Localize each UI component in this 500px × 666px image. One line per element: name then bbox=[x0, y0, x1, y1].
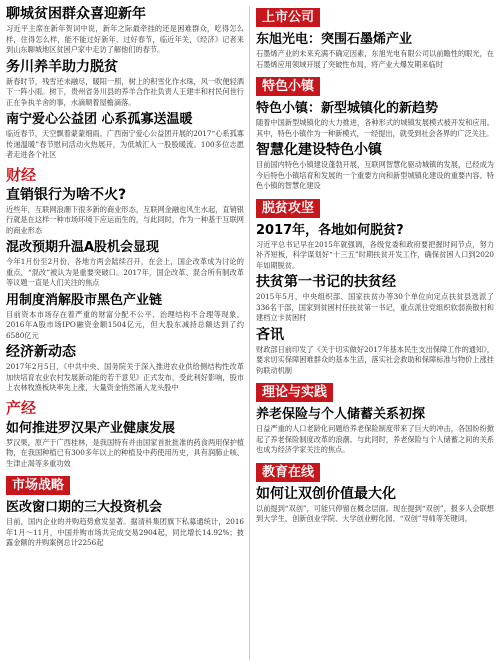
article bbox=[256, 100, 494, 139]
article-summary: 新春时节，残雪还未融尽，暖阳一照，树上的积雪化作水珠，风一吹便轻洒下一阵小雨。树下，贵州省务川县的养羊合作社负责人王建丰和村民何世行正在争执羊舍的事，水滴顺着屋檐滴落。 bbox=[6, 76, 244, 107]
article bbox=[6, 6, 244, 56]
article bbox=[6, 292, 244, 342]
section-label: 市场战略 bbox=[6, 476, 70, 495]
section-label: 理论与实践 bbox=[256, 383, 333, 402]
section-label: 财经 bbox=[6, 165, 37, 184]
article-summary: 习近平主席在新年贺词中说，新年之际最牵挂的还是困难群众，吃得怎么样，住得怎么样，能不能过好新年、过好春节，临近年关，《经济》记者来到山东聊城地区贫困户家中走访了解他们的春节。 bbox=[6, 24, 244, 54]
section-label: 上市公司 bbox=[256, 8, 320, 27]
article-headline[interactable]: 如何推进罗汉果产业健康发展 bbox=[6, 420, 176, 436]
article-headline[interactable]: 特色小镇：新型城镇化的新趋势 bbox=[256, 101, 439, 116]
left-column bbox=[6, 4, 244, 552]
article-headline[interactable]: 务川养羊助力脱贫 bbox=[6, 58, 118, 75]
article-summary: 目前资本市场存在着严重的财富分配不公平、治理结构不合理等现象。2016年A股市场IPO融资金额1504亿元，但大股东减持总额达到了约6580亿元 bbox=[6, 309, 244, 340]
article bbox=[256, 486, 494, 525]
article-summary: 习近平总书记早在2015年就强调，各级党委和政府要把握时间节点，努力补齐短板，科学谋划好“十三五”时期扶贫开发工作，确保贫困人口到2020年如期脱贫。 bbox=[256, 239, 494, 270]
article-headline[interactable]: 如何让双创价值最大化 bbox=[256, 485, 396, 502]
right-column bbox=[256, 4, 494, 528]
section-label: 脱贫攻坚 bbox=[256, 199, 320, 218]
article-summary: 以前提到“双创”，可能只停留在概念层面。现在提到“双创”，报多人会联想到大学生、创新创业学院、大学创业孵化园、“双创”导师等关键词。 bbox=[256, 503, 494, 523]
article bbox=[256, 222, 494, 272]
article-summary: 石墨烯产业的未来充满不确定因素，东旭光电有限公司以前瞻性的眼光，在石墨烯应用领域开展了突破性布局，将产业大爆发期来临时 bbox=[256, 49, 494, 69]
article bbox=[6, 59, 244, 109]
article-summary: 临近春节，天空飘着蒙蒙细雨。广西南宁爱心公益团开展的2017“心系孤寡 传递温暖”春节慰问活动火热展开，为低城汇入一股股暖流。100多位志愿者走进各个社区 bbox=[6, 129, 244, 159]
article-summary: 随着中国新型城镇化的大力推进，各种形式的城镇发展模式被开发和应用。其中，特色小镇作为一种新模式，一经提出，就受到社会各界的广泛关注。 bbox=[256, 118, 494, 138]
article bbox=[256, 406, 494, 456]
article bbox=[6, 187, 244, 237]
article-headline[interactable]: 智慧化建设特色小镇 bbox=[256, 142, 382, 158]
article-headline[interactable]: 扶贫第一书记的扶贫经 bbox=[256, 274, 396, 290]
column-divider bbox=[249, 6, 250, 660]
article-headline[interactable]: 直销银行为啥不火? bbox=[6, 186, 127, 203]
section-label: 特色小镇 bbox=[256, 77, 320, 96]
article bbox=[256, 274, 494, 324]
article bbox=[6, 420, 244, 470]
article-headline[interactable]: 吝讯 bbox=[256, 326, 284, 343]
section-label: 教育在线 bbox=[256, 463, 320, 482]
article-headline[interactable]: 南宁爱心公益团 心系孤寡送温暖 bbox=[6, 112, 193, 127]
article-summary: 今年1月份至2月份，各地方两会陆续召开，在会上，国企改革成为讨论的重点，“混改”被认为是重要突破口。2017年，国企改革、混合所有制改革等议题一直是人们关注的焦点 bbox=[6, 257, 244, 287]
article bbox=[256, 327, 494, 377]
article-summary: 2015年5月，中央组织部、国家扶贫办等30个单位向定点扶贫县选派了336名干部，国家到贫困村任扶贫第一书记，重点派往党组织软弱涣散村和建档立卡贫困村 bbox=[256, 292, 494, 322]
article bbox=[6, 344, 244, 394]
article-headline[interactable]: 经济新动态 bbox=[6, 344, 76, 360]
article-summary: 日益严重的人口老龄化问题给养老保险制度带来了巨大的冲击，各国纷纷掀起了养老保险制度改革的浪潮。与此同时，养老保险与个人储蓄之间的关系也成为经济学家关注的焦点。 bbox=[256, 424, 494, 454]
article-headline[interactable]: 医改窗口期的三大投资机会 bbox=[6, 500, 163, 515]
article-headline[interactable]: 2017年，各地如何脱贫? bbox=[256, 222, 404, 238]
article bbox=[6, 111, 244, 161]
article-headline[interactable]: 混改预期升温A股机会显现 bbox=[6, 240, 160, 255]
article-summary: 罗汉果，原产于广西桂林，是我国特有并由国家首批批准的药食两用保护植物，在我国种植已有300多年以上的种植及中药使用历史，具有润肺止咳、生津止渴等多重功效 bbox=[6, 437, 244, 468]
section-label: 产经 bbox=[6, 398, 37, 417]
article bbox=[6, 239, 244, 289]
article bbox=[6, 499, 244, 549]
article-headline[interactable]: 养老保险与个人储蓄关系初探 bbox=[256, 407, 426, 422]
article-summary: 财政部日前印发了《关于切实做好2017年基本民生支出保障工作的通知》，要求切实保障困难群众的基本生活，落实社会救助和保障标准与物价上涨挂钩联动机制 bbox=[256, 344, 494, 375]
article-summary: 2017年2月5日，《中共中央、国务院关于深入推进农业供给侧结构性改革加快培育农业农村发展新动能的若干意见》正式发布，受此利好影响，股市上农林牧渔板块率先上涨，大量资金悄然涌入龙头股中 bbox=[6, 362, 244, 392]
article-summary: 目前，国内企业的并购趋势愈发显著。据清科集团旗下私募通统计，2016年1月～11月，中国并购市场共完成交易2904起，同比增长14.92%；披露金额的并购案例总计2256起 bbox=[6, 517, 244, 547]
article bbox=[256, 31, 494, 70]
article-headline[interactable]: 东旭光电：突围石墨烯产业 bbox=[256, 32, 413, 47]
article bbox=[256, 142, 494, 192]
article-summary: 近些年，互联网浪潮下很多新的商业形态，互联网金融也风生水起，直销银行就是在这样一种市场环境下应运而生的，与此同时，作为一种基于互联网的商业形态 bbox=[6, 204, 244, 235]
article-summary: 目前国内特色小镇建设蓬勃开展，互联网智慧化驱动城镇的发展，已经成为今后特色小镇培育和发展的一个重要方向和新型城镇化建设的重要内容。特色小镇的智慧化建设 bbox=[256, 160, 494, 190]
article-headline[interactable]: 聊城贫困群众喜迎新年 bbox=[6, 6, 146, 22]
article-headline[interactable]: 用制度消解股市黑色产业链 bbox=[6, 292, 163, 308]
